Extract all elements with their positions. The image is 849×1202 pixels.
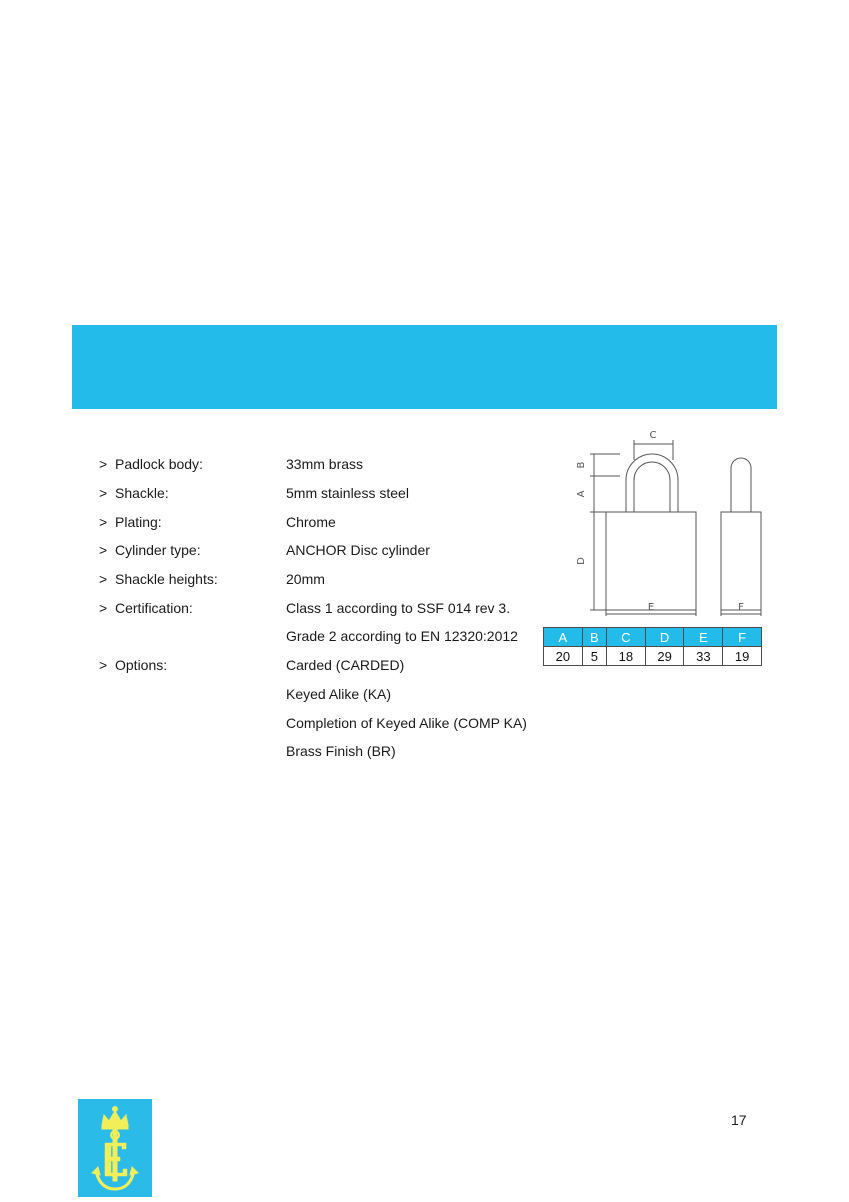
padlock-body-front xyxy=(606,512,696,610)
spec-value: 5mm stainless steel xyxy=(286,485,409,502)
spec-row xyxy=(99,565,539,594)
spec-row xyxy=(99,536,539,565)
dimension-value: 33 xyxy=(684,647,723,666)
spec-row xyxy=(99,737,539,766)
bullet-marker: > xyxy=(99,456,108,473)
dimension-header: E xyxy=(684,628,723,647)
spec-row xyxy=(99,450,539,479)
spec-value: Keyed Alike (KA) xyxy=(286,685,392,702)
spec-value: Completion of Keyed Alike (COMP KA) xyxy=(286,714,527,731)
dim-label-a: A xyxy=(576,490,587,498)
bullet-marker: > xyxy=(99,542,108,559)
spec-label-text: Options: xyxy=(115,657,168,674)
spec-label xyxy=(99,456,286,472)
page-number: 17 xyxy=(731,1112,747,1128)
dimension-value: 19 xyxy=(723,647,762,666)
dimensions-table xyxy=(543,627,762,666)
dim-label-d: D xyxy=(576,557,587,565)
spec-list xyxy=(99,450,539,766)
bullet-marker: > xyxy=(99,485,108,502)
spec-label-text: Plating: xyxy=(115,513,162,530)
padlock-diagram xyxy=(560,420,780,630)
dimension-value: 5 xyxy=(582,647,606,666)
spec-value: 20mm xyxy=(286,571,325,588)
spec-label-text: Shackle heights: xyxy=(115,571,218,588)
spec-row xyxy=(99,680,539,709)
spec-row xyxy=(99,507,539,536)
spec-label xyxy=(99,485,286,501)
brand-logo xyxy=(78,1099,152,1197)
shackle-side xyxy=(731,458,751,512)
spec-label xyxy=(99,657,286,673)
spec-value: ANCHOR Disc cylinder xyxy=(286,542,430,559)
bullet-marker: > xyxy=(99,513,108,530)
bullet-marker: > xyxy=(99,599,108,616)
spec-value: Carded (CARDED) xyxy=(286,657,405,674)
bullet-marker: > xyxy=(99,571,108,588)
spec-row xyxy=(99,593,539,622)
spec-label xyxy=(99,571,286,587)
spec-label-text: Cylinder type: xyxy=(115,542,201,559)
spec-value: Chrome xyxy=(286,513,336,530)
dimensions-value-row xyxy=(544,647,762,666)
header-banner xyxy=(72,325,777,409)
dim-label-f: F xyxy=(738,602,744,613)
dim-label-c: C xyxy=(649,430,657,441)
dimension-value: 20 xyxy=(544,647,583,666)
dim-label-b: B xyxy=(576,461,587,469)
spec-label-text: Certification: xyxy=(115,599,193,616)
spec-label xyxy=(99,542,286,558)
spec-value: 33mm brass xyxy=(286,456,364,473)
dim-label-e: E xyxy=(647,602,655,613)
shackle-inner xyxy=(634,462,670,512)
spec-row xyxy=(99,708,539,737)
spec-label-text: Padlock body: xyxy=(115,456,203,473)
dimensions-header-row xyxy=(544,628,762,647)
spec-label-text: Shackle: xyxy=(115,485,169,502)
spec-value: Grade 2 according to EN 12320:2012 xyxy=(286,628,518,645)
spec-row xyxy=(99,651,539,680)
dimension-header: A xyxy=(544,628,583,647)
spec-value: Class 1 according to SSF 014 rev 3. xyxy=(286,599,511,616)
dimension-header: F xyxy=(723,628,762,647)
crown-anchor-logo-icon xyxy=(78,1099,152,1197)
dimension-value: 18 xyxy=(606,647,645,666)
bullet-marker: > xyxy=(99,657,108,674)
spec-row xyxy=(99,479,539,508)
spec-row xyxy=(99,622,539,651)
spec-label xyxy=(99,600,286,616)
dimension-header: D xyxy=(645,628,684,647)
dimension-header: C xyxy=(606,628,645,647)
dimension-value: 29 xyxy=(645,647,684,666)
spec-value: Brass Finish (BR) xyxy=(286,743,396,760)
padlock-body-side xyxy=(721,512,761,610)
spec-label xyxy=(99,514,286,530)
dimension-header: B xyxy=(582,628,606,647)
